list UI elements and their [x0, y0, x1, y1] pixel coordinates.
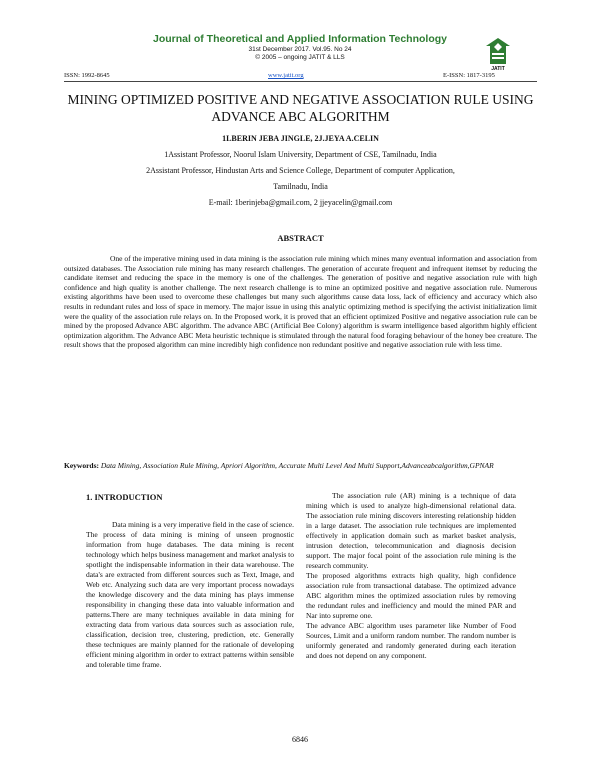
authors: 1LBERIN JEBA JINGLE, 2J.JEYA A.CELIN: [222, 134, 379, 143]
section-heading-introduction: 1. INTRODUCTION: [86, 492, 163, 502]
issn-label: ISSN: 1992-8645: [64, 72, 110, 79]
abstract-heading: ABSTRACT: [277, 233, 324, 243]
issue-info: 31st December 2017. Vol.95. No 24: [248, 46, 352, 53]
eissn-label: E-ISSN: 1817-3195: [443, 72, 495, 79]
copyright-line: © 2005 – ongoing JATIT & LLS: [255, 54, 345, 61]
affiliation-3: Tamilnadu, India: [273, 182, 328, 191]
affiliation-2: 2Assistant Professor, Hindustan Arts and Science College, Department of computer Application,: [146, 166, 455, 175]
intro-paragraph-2: The association rule (AR) mining is a technique of data mining which is used to analyze high-dimensional relational data. The association rule mining discovers interesting relationship hidden in a large dataset. The association rule techniques are implemented effectively in application domain such as market basket analysis, intrusion detection, telecommunication and diagnosis decision support. The major focal point of the association rule mining is the research community.: [306, 491, 516, 570]
affiliation-1: 1Assistant Professor, Noorul Islam University, Department of CSE, Tamilnadu, India: [164, 150, 437, 159]
keywords-label: Keywords:: [64, 461, 99, 470]
left-column: [86, 520, 294, 670]
abstract-text: One of the imperative mining used in data mining is the association rule mining which mines many eventual information and association from outsized databases. The Association rule mining has many research challenges. The generation of accurate frequent and infrequent itemset by reducing the candidate itemset and reducing the space in the memory is one of the challenges. The generation of positive and negative association rule with high confidence and high quality is another challenge. The next research challenge is to mine an optimized positive and negative association rule. Numerous existing algorithms have been used to overcome these challenges but many such algorithms cause data loss, lack of efficiency and accuracy which also results in redundant rules and loss of space in memory. The major issue in using this analytic optimizing method is specifying the activist initialization limit were the quality of the association rule relays on. In the Proposed work, it is proved that an efficient optimized Positive and negative association rule can be mined by the proposed Advance ABC algorithm. The advance ABC (Artificial Bee Colony) algorithm is swarm intelligence based algorithm highly efficient optimization algorithm. The Advance ABC Meta heuristic technique is stimulated through the natural food foraging behaviour of the honey bee creature. The result shows that the proposed algorithm can mine incredibly high confidence non redundant positive and negative association rule with less time.: [64, 254, 537, 350]
keywords-values: Data Mining, Association Rule Mining, Apriori Algorithm, Accurate Multi Level And Multi Support,Advanceabcalgorithm,GPNAR: [100, 461, 494, 470]
intro-paragraph-1: Data mining is a very imperative field in the case of science. The process of data mining is mining of unseen prognostic information from huge databases. The data mining is recent technology which helps business management and market analysis to spotlight the indispensable information in their data warehouse. The data's are extracted from different sources such as Text, Image, and Web etc. Analyzing such data are very important process nowadays the knowledge discovery and the data mining has plays immense responsibility in changing these data into valuable information and patterns.There are many techniques available in data mining for extracting data from various data sources such as association rule, classification, decision tree, clustering, prediction, etc. Generally these techniques are mainly planned for the rationale of developing efficient mining algorithm in order to extract patterns within sensible and tolerable time frame.: [86, 520, 294, 669]
jatit-logo-icon: [478, 34, 518, 70]
journal-website-link[interactable]: www.jatit.org: [268, 72, 304, 79]
journal-title: Journal of Theoretical and Applied Information Technology: [152, 33, 447, 45]
right-column: [306, 491, 516, 661]
logo-label: JATIT: [491, 66, 505, 72]
intro-paragraph-4: The advance ABC algorithm uses parameter like Number of Food Sources, Limit and a uniform random number. The random number is uniformly generated and randomly generated during each iteration and does not depend on any component.: [306, 621, 516, 660]
header-divider: [64, 81, 537, 82]
page-number: 6846: [292, 735, 308, 744]
keywords-line: [64, 461, 537, 471]
intro-paragraph-3: The proposed algorithms extracts high quality, high confidence association rule from transactional database. The optimized advance ABC algorithm mines the optimized association rules by removing the redundant rules and inefficiency and mould the mined PAR and Nar into supreme one.: [306, 571, 516, 620]
email-line: E-mail: 1berinjeba@gmail.com, 2 jjeyacelin@gmail.com: [208, 198, 393, 207]
paper-title: MINING OPTIMIZED POSITIVE AND NEGATIVE ASSOCIATION RULE USING ADVANCE ABC ALGORITHM: [67, 92, 534, 124]
